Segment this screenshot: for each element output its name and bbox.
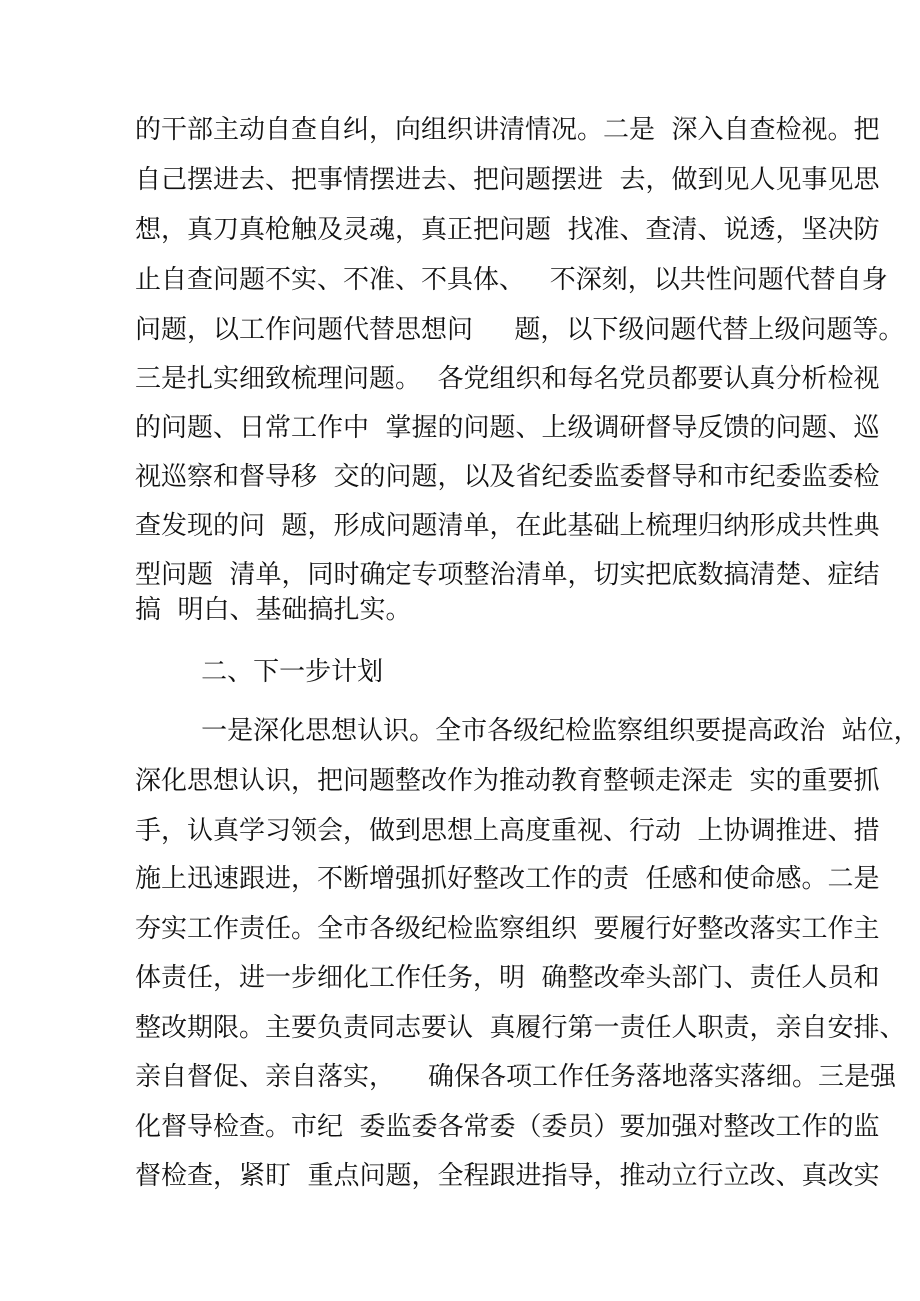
body-text-line: 深化思想认识，把问题整改作为推动教育整顿走深走 实的重要抓 xyxy=(135,766,880,796)
body-text-line: 止自查问题不实、不准、不具体、 不深刻，以共性问题代替自身 xyxy=(135,265,888,295)
body-text-line: 的问题、日常工作中 掌握的问题、上级调研督导反馈的问题、巡 xyxy=(135,413,880,443)
body-text-line: 查发现的问 题，形成问题清单，在此基础上梳理归纳形成共性典 xyxy=(135,511,880,541)
body-text-line: 手，认真学习领会，做到思想上高度重视、行动 上协调推进、措 xyxy=(135,816,880,846)
body-text-line: 整改期限。主要负责同志要认 真履行第一责任人职责，亲自安排、 xyxy=(135,1013,906,1043)
section-heading: 二、下一步计划 xyxy=(135,657,384,687)
body-text-line: 型问题 清单，同时确定专项整治清单，切实把底数搞清楚、症结 xyxy=(135,560,880,590)
body-text-line: 想，真刀真枪触及灵魂，真正把问题 找准、查清、说透，坚决防 xyxy=(135,215,880,245)
body-text-line: 自己摆进去、把事情摆进去、把问题摆进 去，做到见人见事见思 xyxy=(135,165,880,195)
body-text-line: 一是深化思想认识。全市各级纪检监察组织要提高政治 站位， xyxy=(135,716,920,746)
body-text-line: 三是扎实细致梳理问题。 各党组织和每名党员都要认真分析检视 xyxy=(135,364,880,394)
body-text-line: 化督导检查。市纪 委监委各常委（委员）要加强对整改工作的监 xyxy=(135,1112,880,1142)
body-text-line: 视巡察和督导移 交的问题，以及省纪委监委督导和市纪委监委检 xyxy=(135,462,880,492)
body-text-line: 施上迅速跟进，不断增强抓好整改工作的责 任感和使命感。二是 xyxy=(135,864,880,894)
body-text-line: 督检查，紧盯 重点问题，全程跟进指导，推动立行立改、真改实 xyxy=(135,1161,880,1191)
body-text-line: 亲自督促、亲自落实， 确保各项工作任务落地落实落细。三是强 xyxy=(135,1062,897,1092)
body-text-line: 的干部主动自查自纠，向组织讲清情况。二是 深入自查检视。把 xyxy=(135,115,880,145)
body-text-line: 夯实工作责任。全市各级纪检监察组织 要履行好整改落实工作主 xyxy=(135,914,880,944)
body-text-line: 体责任，进一步细化工作任务，明 确整改牵头部门、责任人员和 xyxy=(135,963,880,993)
body-text-line: 问题，以工作问题代替思想问 题，以下级问题代替上级问题等。 xyxy=(135,315,905,345)
body-text-line: 搞 明白、基础搞扎实。 xyxy=(135,595,412,625)
